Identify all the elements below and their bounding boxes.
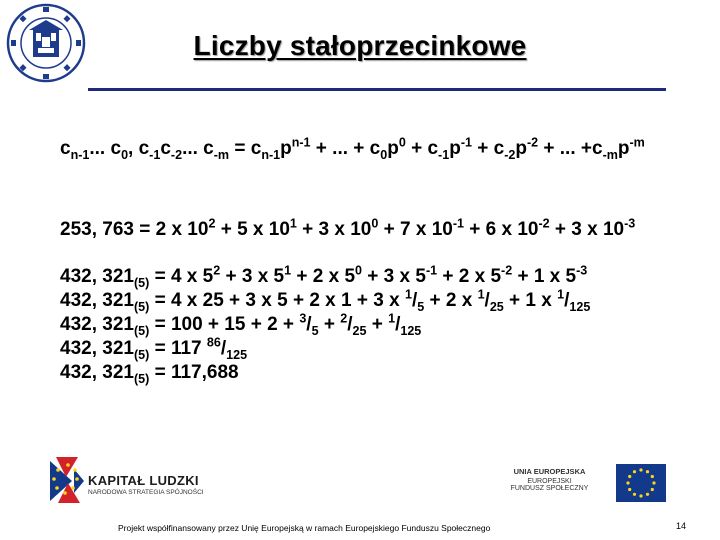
- eu-fund-text: [492, 467, 607, 492]
- eu-fund-label-2: FUNDUSZ SPOŁECZNY: [510, 485, 589, 492]
- kapital-ludzki-name: KAPITAŁ LUDZKI: [88, 473, 199, 488]
- conversion-line-3: 432, $321_{(5)} = 100 + 15 + 2 + ^3/_5 + ^2/_{25} + ^1/_{125}$: [60, 311, 422, 338]
- title-rule: [88, 88, 666, 91]
- base5-conversion: [60, 265, 590, 385]
- kapital-ludzki-tagline: NARODOWA STRATEGIA SPÓJNOŚCI: [88, 489, 204, 496]
- slide-title: Liczby stałoprzecinkowe: [193, 30, 527, 61]
- eu-union-label: UNIA EUROPEJSKA: [513, 467, 586, 476]
- page-number: 14: [676, 521, 687, 531]
- conversion-line-1: 432, $321_{(5)} = 4$ x $5^2 + 3$ x $5^1 + 2$ x $5^0 + 3$ x $5^{-1} + 2$ x $5^{-2} + 1$ x $5^{-3}$: [60, 263, 588, 290]
- eu-flag-icon: [616, 464, 666, 502]
- conversion-line-4: 432, $321_{(5)} = 117$ $^{86}/_{125}$: [60, 335, 248, 362]
- conversion-line-2: 432, $321_{(5)} = 4$ x 25 + 3 x 5 + 2 x 1 + 3 x $^1/_5 + 2$ x $^1/_{25} + 1$ x $^1/_{125}$: [60, 287, 591, 314]
- decimal-example: 253, 763 = 2 x $10^2 + 5$ x $10^1 + 3$ x $10^0 + 7$ x $10^{-1} + 6$ x $10^{-2} + 3$ x $10^{-3}$: [60, 216, 636, 240]
- funding-note: Projekt współfinansowany przez Unię Europejską w ramach Europejskiego Funduszu Społecznego: [118, 523, 491, 533]
- conversion-line-5: 432, $321_{(5)} = 117,688$: [60, 362, 239, 386]
- kapital-ludzki-text: [88, 473, 204, 496]
- general-formula: $c_{n-1}$... $c_0$, $c_{-1}c_{-2}$... $c_{-m} = c_{n-1}p^{n-1}$ + ... + $c_0p^0 + c_{-1}p^{-1} + c_{-2}p^{-2}$ + ... $+c_{-m}p^{-m}$: [60, 135, 645, 162]
- eu-fund-label-1: EUROPEJSKI: [527, 478, 572, 485]
